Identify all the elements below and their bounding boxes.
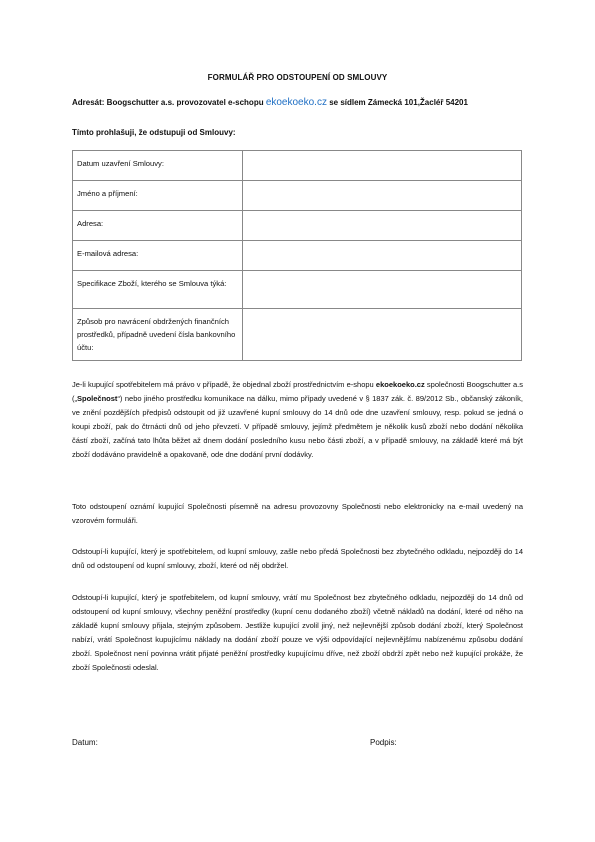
declaration-text: Tímto prohlašuji, že odstupuji od Smlouvy: [72, 128, 236, 137]
form-field-goods-spec[interactable] [243, 271, 522, 309]
form-field-contract-date[interactable] [243, 151, 522, 181]
form-label-address: Adresa: [73, 211, 243, 241]
form-field-refund-method[interactable] [243, 309, 522, 361]
document-title: FORMULÁŘ PRO ODSTOUPENÍ OD SMLOUVY [207, 73, 388, 82]
paragraph-notification: Toto odstoupení oznámí kupující Společnosti písemně na adresu provozovny Společnosti nebo elektronicky na e-mail uvedený na vzorovém formuláři. [72, 502, 523, 525]
form-label-email: E-mailová adresa: [73, 241, 243, 271]
p1-text-c: “) nebo jiného prostředku komunikace na dálku, mimo případy uvedené v § 1837 zák. č. 89/2012 Sb., občanský zákoník, ve znění pozdějších předpisů odstoupit od již uzavřené kupní smlouvy do 14 dnů ode dne uzavření smlouvy, resp. pokud se jedná o koupi zboží, pak do čtrnácti dnů od jeho převzetí. V případě smlouvy, jejímž předmětem je několik kusů zboží nebo dodání několika částí zboží, začíná tato lhůta běžet až dnem dodání posledního kusu nebo části zboží, a v případě smlouvy, na základě které má být zboží dodáváno pravidelně a opakovaně, ode dne dodání první dodávky. [72, 394, 523, 459]
signature-label: Podpis: [370, 738, 397, 747]
addressee-prefix: Adresát: Boogschutter a.s. provozovatel e-schopu [72, 98, 266, 107]
form-label-goods-spec: Specifikace Zboží, kterého se Smlouva týká: [73, 271, 243, 309]
withdrawal-form-table [72, 150, 522, 361]
p1-shop-name: ekoekoeko.cz [375, 380, 425, 389]
form-field-email[interactable] [243, 241, 522, 271]
form-row [73, 241, 522, 271]
form-row [73, 181, 522, 211]
form-row [73, 151, 522, 181]
form-row [73, 211, 522, 241]
form-label-contract-date: Datum uzavření Smlouvy: [73, 151, 243, 181]
form-row [73, 309, 522, 361]
form-field-name[interactable] [243, 181, 522, 211]
p1-text-a: Je-li kupující spotřebitelem má právo v případě, že objednal zboží prostřednictvím e-shopu [72, 380, 376, 389]
form-label-name: Jméno a příjmení: [73, 181, 243, 211]
p1-company-term: Společnost [77, 394, 118, 403]
eshop-link[interactable]: ekoekoeko.cz [265, 97, 327, 108]
form-label-refund-method: Způsob pro navrácení obdržených finančních prostředků, případně uvedení čísla bankovního účtu: [73, 309, 243, 361]
p1-text-b: společnosti Boogschutter a.s („ [72, 380, 523, 403]
addressee-suffix: se sídlem Zámecká 101,Žacléř 54201 [326, 98, 468, 107]
form-field-address[interactable] [243, 211, 522, 241]
addressee-line [72, 97, 542, 108]
date-label: Datum: [72, 738, 98, 747]
paragraph-return-goods: Odstoupí-li kupující, který je spotřebitelem, od kupní smlouvy, zašle nebo předá Společnosti bez zbytečného odkladu, nejpozději do 14 dnů od odstoupení od kupní smlouvy, zboží, které od něj obdržel. [72, 547, 523, 570]
paragraph-withdrawal-right [72, 378, 523, 462]
paragraph-refund: Odstoupí-li kupující, který je spotřebitelem, od kupní smlouvy, vrátí mu Společnost bez zbytečného odkladu, nejpozději do 14 dnů od odstoupení od kupní smlouvy, všechny peněžní prostředky (kupní cenu dodaného zboží) včetně nákladů na dodání, které od něho na základě kupní smlouvy přijala, stejným způsobem. Jestliže kupující zvolil jiný, než nejlevnější způsob dodání zboží, který Společnost nabízí, vrátí Společnost kupujícímu náklady na dodání zboží pouze ve výši odpovídající nejlevnějšímu nabízenému způsobu dodání zboží. Společnost není povinna vrátit přijaté peněžní prostředky kupujícímu dříve, než zboží obdrží zpět nebo než kupující prokáže, že zboží Společnosti odeslal. [72, 593, 523, 672]
form-row [73, 271, 522, 309]
